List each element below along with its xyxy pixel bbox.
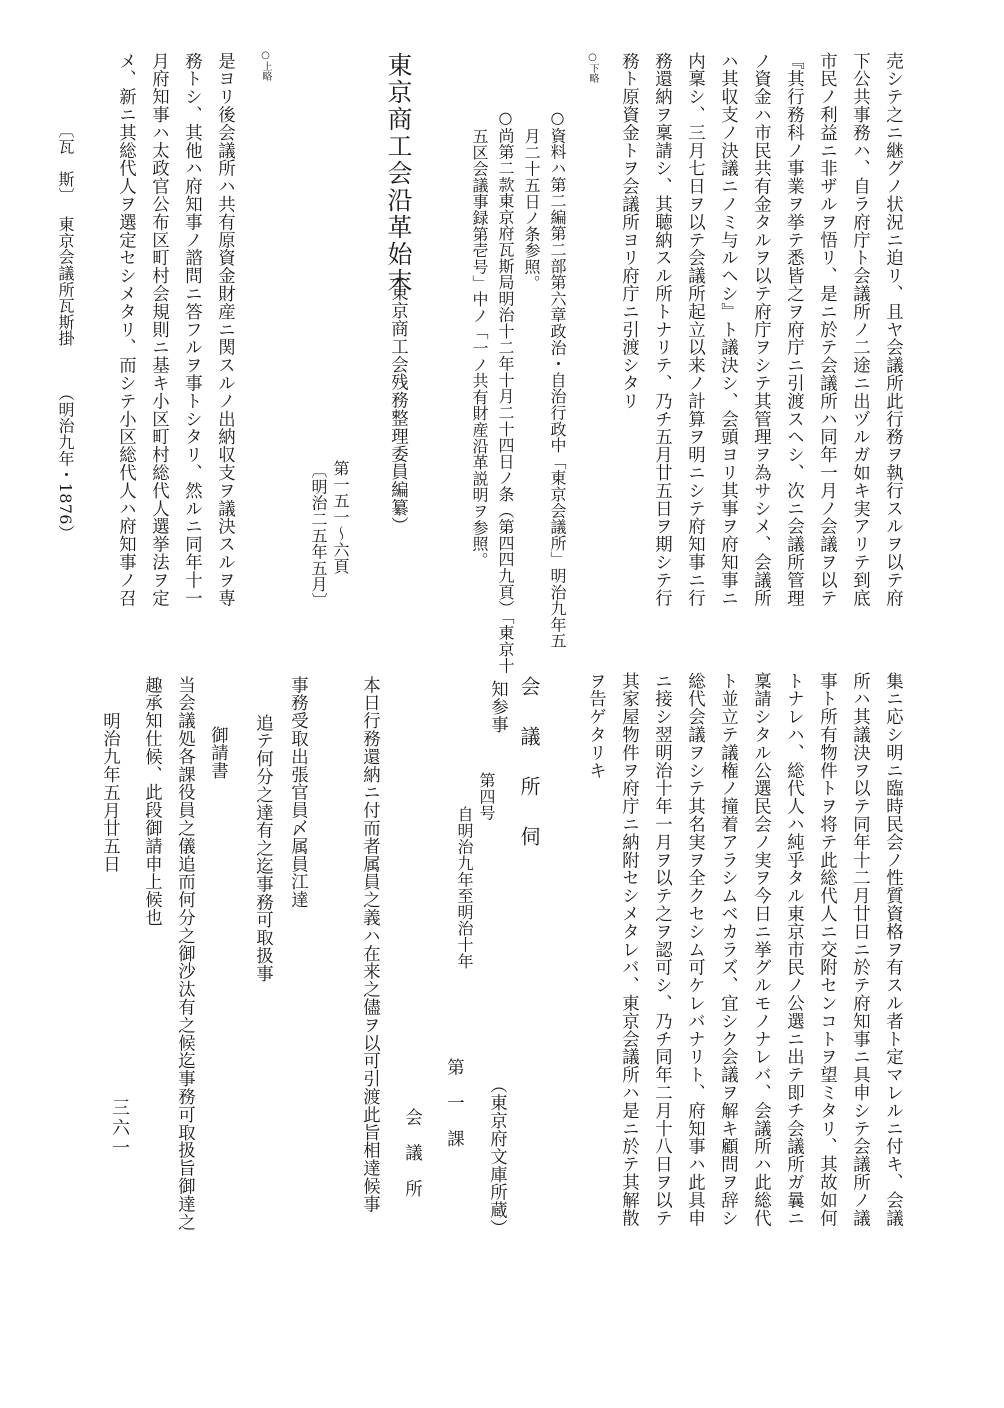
text-line: ニ接シ翌明治十年一月ヲ以テ之ヲ認可シ、乃チ同年二月十八日ヲ以テ — [651, 672, 672, 1227]
sender: 会 議 所 — [401, 1108, 422, 1198]
page-number: 三六一 — [109, 1098, 130, 1158]
petition-title: 御請書 — [207, 726, 228, 780]
text-line: ト並立テ議権ノ撞着アラシムベカラズ、宜シク会議ヲ解キ顧問ヲ辞シ — [717, 672, 738, 1227]
text-line: ノ資金ハ市民共有金タルヲ以テ府庁ヲシテ其管理ヲ為サシメ、会議所 — [750, 52, 771, 607]
running-head-title: 東京会議所瓦斯掛 — [56, 216, 75, 347]
text-line: 総代会議ヲシテ其名実ヲ全クセシム可ケレバナリト、府知事ハ此具申 — [684, 672, 705, 1227]
text-line: 所ハ其議決ヲ以テ同年十二月廿日ニ於テ府知事ニ具申シテ会議所ノ議 — [849, 672, 870, 1227]
omission-mark: ○上略 — [260, 50, 271, 81]
text-line: 務ト原資金トヲ会議所ヨリ府庁ニ引渡シタリ — [618, 52, 639, 410]
text-line: 市民ノ利益ニ非ザルヲ悟リ、是ニ於テ会議所ハ同年一月ノ会議ヲ以テ — [816, 52, 837, 607]
text-line: 務トシ、其他ハ府知事ノ諮問ニ答フルヲ事トシタリ、然ルニ同年十一 — [181, 52, 202, 607]
text-line: 集ニ応シ明ニ臨時民会ノ性質資格ヲ有スル者ト定マレルニ付キ、会議 — [882, 672, 903, 1227]
document-source: （東京府文庫所蔵） — [486, 1076, 507, 1238]
running-head-year: （明治九年・1876） — [56, 385, 75, 542]
reply-line: 追テ何分之達有之迄事務可取扱事 — [252, 714, 273, 983]
document-text: 本日行務還納ニ付而者属員之義ハ在来之儘ヲ以可引渡此旨相達候事 — [359, 676, 380, 1213]
text-line: ヲ告ゲタリキ — [585, 672, 606, 780]
petition-line: 当会議処各課役員之儀追而何分之御沙汰有之候迄事務可取扱旨御達之 — [174, 676, 195, 1231]
note-line: ○資料ハ第二編第二部第六章政治・自治行政中「東京会議所」明治九年五 — [548, 108, 567, 649]
text-line: 売シテ之ニ継グノ状況ニ迫リ、且ヤ会議所此行務ヲ執行スルヲ以テ府 — [882, 52, 903, 607]
text-line: 下公共事務ハ、自ラ府庁ト会議所ノ二途ニ出ヅルガ如キ実アリテ到底 — [849, 52, 870, 607]
text-line: ハ其収支ノ決議ニノミ与ルヘシ』ト議決シ、会頭ヨリ其事ヲ府知事ニ — [717, 52, 738, 607]
text-line: 月府知事ハ太政官公布区町村会規則ニ基キ小区町村総代人選挙法ヲ定 — [148, 52, 169, 607]
text-line: 内稟シ、三月七日ヲ以テ会議所起立以来ノ計算ヲ明ニシテ府知事ニ行 — [684, 52, 705, 607]
document-number: 第四号 — [477, 772, 496, 821]
text-line: 務還納ヲ稟請シ、其聴納スル所トナリテ、乃チ五月廿五日ヲ期シテ行 — [651, 52, 672, 607]
source-date: 〔明治二五年五月〕 — [309, 462, 328, 609]
section-label: 第 一 課 — [443, 1058, 464, 1148]
running-head-category: 〔瓦 斯〕 — [56, 122, 75, 204]
source-editor: （東京商工会残務整理委員編纂） — [387, 266, 408, 535]
omission-mark: ○下略 — [587, 52, 598, 83]
document-period: 自明治九年至明治十年 — [455, 806, 474, 969]
text-line: メ、新ニ其総代人ヲ選定セシメタリ、而シテ小区総代人ハ府知事ノ召 — [115, 52, 136, 607]
text-line: トナレハ、総代人ハ純乎タル東京市民ノ公選ニ出テ即チ会議所ガ曩ニ — [783, 672, 804, 1227]
note-line: 五区会議事録第壱号」中ノ「一ノ共有財産沿革説明ヲ参照。 — [470, 128, 489, 569]
note-line: ○尚第二款東京府瓦斯局明治十二年十月二十四日ノ条（第四四九頁）「東京十 — [496, 108, 515, 674]
text-line: 其家屋物件ヲ府庁ニ納附セシメタレバ、東京会議所ハ是ニ於テ其解散 — [618, 672, 639, 1227]
text-line: 『其行務科ノ事業ヲ挙テ悉皆之ヲ府庁ニ引渡スヘシ、次ニ会議所管理 — [783, 52, 804, 607]
note-line: 月二十五日ノ条参照。 — [522, 128, 541, 291]
reply-line: 事務受取出張官員〆属員江達 — [287, 676, 308, 909]
source-title: 東京商工会沿革始末 — [384, 52, 413, 295]
addressee: 知参事 — [487, 680, 508, 734]
source-pages: 第一五一～六頁 — [331, 460, 350, 575]
text-line: 是ヨリ後会議所ハ共有原資金財産ニ関スルノ出納収支ヲ議決スルヲ専 — [214, 52, 235, 607]
petition-date: 明治九年五月廿五日 — [99, 712, 120, 874]
petition-line: 趣承知仕候、此段御請申上候也 — [141, 676, 162, 927]
text-line: 事ト所有物件トヲ将テ此総代人ニ交附センコトヲ望ミタリ、其故如何 — [816, 672, 837, 1227]
text-line: 稟請シタル公選民会ノ実ヲ今日ニ挙グルモノナレバ、会議所ハ此総代 — [750, 672, 771, 1227]
document-heading: 会 議 所 伺 — [517, 676, 541, 851]
